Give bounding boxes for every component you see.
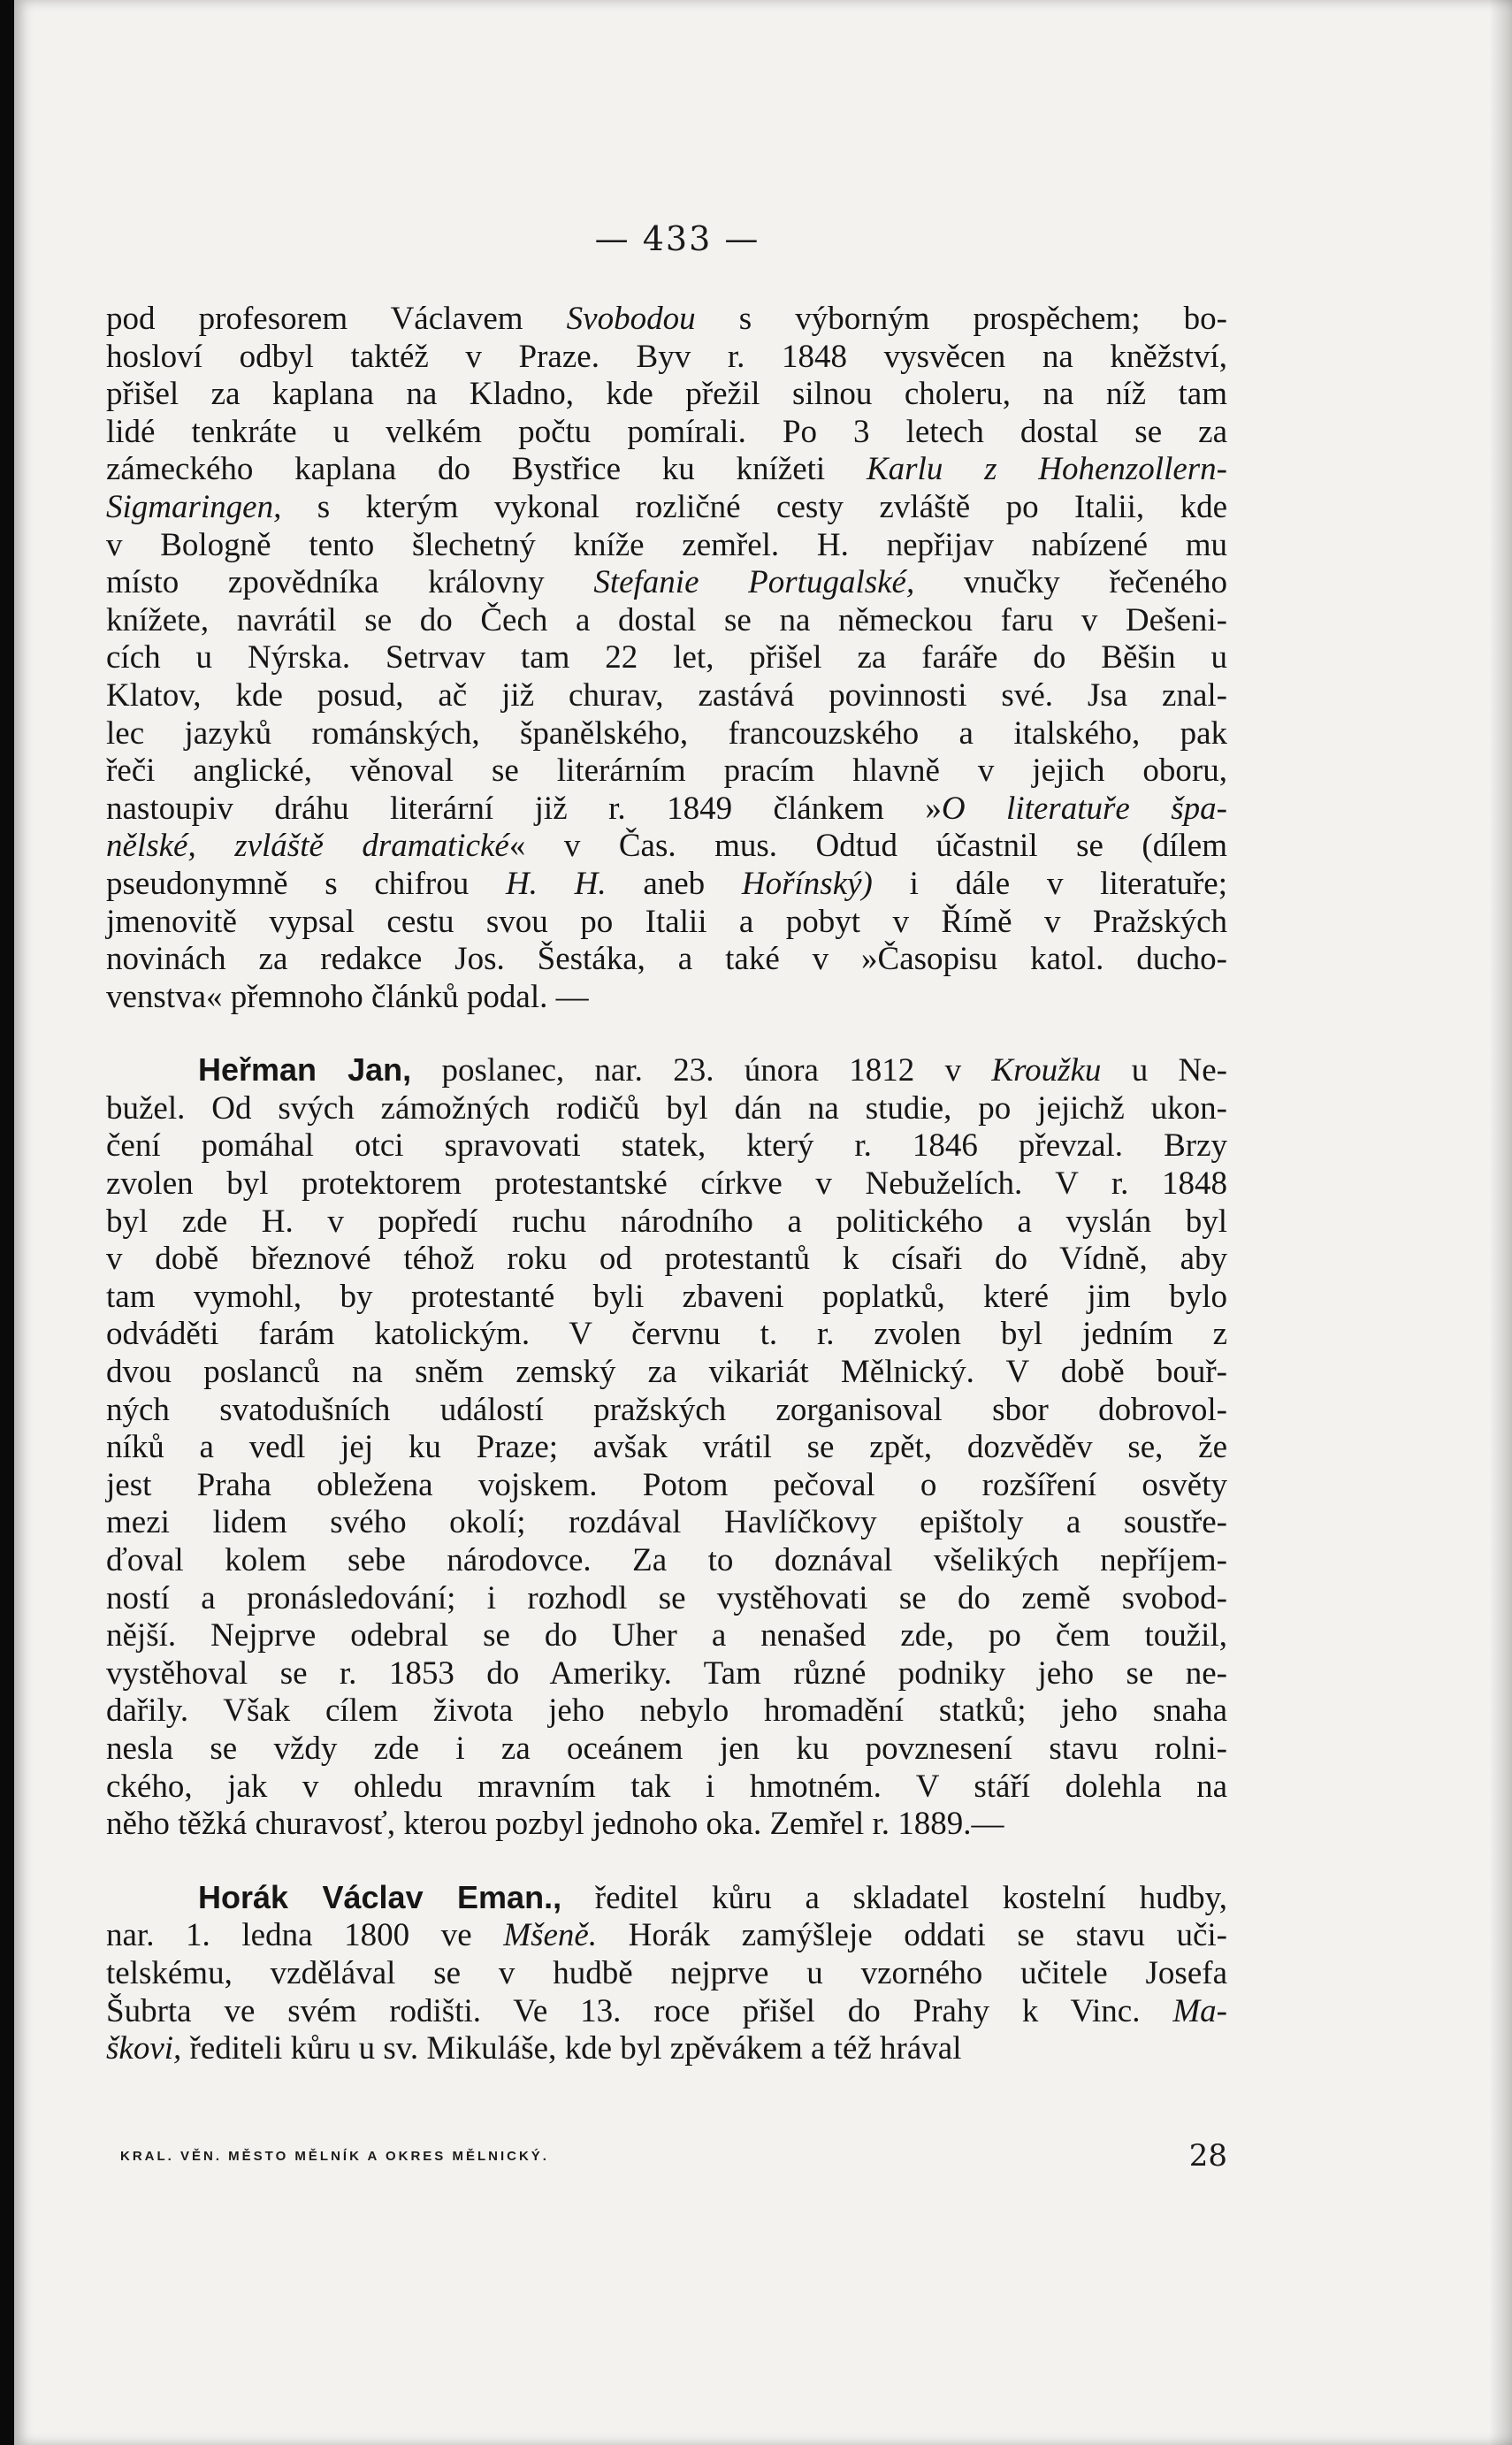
text-line: jest Praha obležena vojskem. Potom pečoval o rozšíření osvěty — [106, 1466, 1227, 1503]
text-line: nar. 1. ledna 1800 ve Mšeně. Horák zamýšleje oddati se stavu uči- — [106, 1917, 1227, 1954]
text-line: v době březnové téhož roku od protestantů k císaři do Vídně, aby — [106, 1241, 1227, 1278]
text-line: hosloví odbyl taktéž v Praze. Byv r. 1848 vysvěcen na kněžství, — [106, 338, 1227, 375]
text-line: vystěhoval se r. 1853 do Ameriky. Tam různé podniky jeho se ne- — [106, 1654, 1227, 1692]
text-line: Horák Václav Eman., ředitel kůru a skladatel kostelní hudby, — [198, 1878, 1228, 1916]
text-line: níků a vedl jej ku Praze; avšak vrátil se zpět, dozvěděv se, že — [106, 1429, 1227, 1466]
text-line: jmenovitě vypsal cestu svou po Italii a pobyt v Římě v Pražských — [106, 903, 1227, 940]
text-line: dvou poslanců na sněm zemský za vikariát Mělnický. V době bouř- — [106, 1354, 1227, 1391]
paragraph-gap — [106, 1016, 1227, 1051]
text-column — [106, 301, 1227, 2068]
text-line: novinách za redakce Jos. Šestáka, a také v »Časopisu katol. ducho- — [106, 941, 1227, 978]
scan-left-border — [0, 0, 14, 2445]
text-line: ďoval kolem sebe národovce. Za to doznával všelikých nepříjem- — [106, 1542, 1227, 1578]
text-line: nější. Nejprve odebral se do Uher a nenašed zde, po čem toužil, — [106, 1617, 1227, 1654]
text-line: v Bologně tento šlechetný kníže zemřel. H. nepřijav nabízené mu — [106, 526, 1227, 563]
text-line: telskému, vzdělával se v hudbě nejprve u vzorného učitele Josefa — [106, 1954, 1227, 1991]
text-line: pod profesorem Václavem Svobodou s výborným prospěchem; bo- — [106, 301, 1227, 337]
paragraph-gap — [106, 1844, 1227, 1879]
text-line: pseudonymně s chifrou H. H. aneb Hořínský) i dále v literatuře; — [106, 865, 1227, 902]
text-line: ností a pronásledování; i rozhodl se vystěhovati se do země svobod- — [106, 1579, 1227, 1616]
text-line: ných svatodušních událostí pražských zorganisoval sbor dobrovol- — [106, 1391, 1227, 1428]
signature-mark: 28 — [1188, 2138, 1227, 2174]
text-line: lidé tenkráte u velkém počtu pomírali. Po 3 letech dostal se za — [106, 413, 1227, 450]
text-line: odváděti farám katolickým. V červnu t. r. zvolen byl jedním z — [106, 1316, 1227, 1353]
text-line: mezi lidem svého okolí; rozdával Havlíčkovy epištoly a soustře- — [106, 1504, 1227, 1541]
text-line: Klatov, kde posud, ač již churav, zastává povinnosti své. Jsa znal- — [106, 676, 1227, 714]
text-line: bužel. Od svých zámožných rodičů byl dán na studie, po jejichž ukon- — [106, 1089, 1227, 1127]
text-line: Šubrta ve svém rodišti. Ve 13. roce přišel do Prahy k Vinc. Ma- — [106, 1992, 1227, 2029]
entry-herman-jan — [106, 1051, 1227, 1843]
text-line: nělské, zvláště dramatické« v Čas. mus. Odtud účastnil se (dílem — [106, 828, 1227, 865]
text-line: Heřman Jan, poslanec, nar. 23. února 1812 v Kroužku u Ne- — [198, 1051, 1227, 1089]
entry-horak-vaclav — [106, 1879, 1227, 2068]
text-line: ckého, jak v ohledu mravním tak i hmotném. V stáří dolehla na — [106, 1768, 1227, 1805]
text-line: místo zpovědníka královny Stefanie Portugalské, vnučky řečeného — [106, 564, 1227, 601]
text-line: přišel za kaplana na Kladno, kde přežil silnou choleru, na níž tam — [106, 376, 1227, 413]
text-line: cích u Nýrska. Setrvav tam 22 let, přišel za faráře do Běšin u — [106, 639, 1227, 676]
text-line: něho těžká churavosť, kterou pozbyl jednoho oka. Zemřel r. 1889.— — [106, 1806, 1004, 1843]
text-line: zámeckého kaplana do Bystřice ku knížeti Karlu z Hohenzollern- — [106, 451, 1227, 488]
book-page — [14, 0, 1512, 2445]
page-number: — 433 — — [594, 219, 760, 258]
text-line: tam vymohl, by protestanté byli zbaveni poplatků, které jim bylo — [106, 1278, 1227, 1315]
text-line: zvolen byl protektorem protestantské církve v Nebuželích. V r. 1848 — [106, 1165, 1227, 1203]
text-line: nesla se vždy zde i za oceánem jen ku povznesení stavu rolni- — [106, 1730, 1227, 1767]
text-line: čení pomáhal otci spravovati statek, který r. 1846 převzal. Brzy — [106, 1127, 1227, 1165]
text-line: Sigmaringen, s kterým vykonal rozličné cesty zvláště po Italii, kde — [106, 488, 1227, 525]
page-footer — [120, 2138, 1227, 2182]
text-line: nastoupiv dráhu literární již r. 1849 článkem »O literatuře špa- — [106, 790, 1227, 827]
paragraph-continuation — [106, 301, 1227, 1016]
text-line: dařily. Však cílem života jeho nebylo hromadění statků; jeho snaha — [106, 1692, 1227, 1730]
text-line: byl zde H. v popředí ruchu národního a politického a vyslán byl — [106, 1203, 1227, 1240]
text-line: řeči anglické, věnoval se literárním pracím hlavně v jejich oboru, — [106, 753, 1227, 790]
printer-imprint: KRAL. VĚN. MĚSTO MĚLNÍK A OKRES MĚLNICKÝ. — [120, 2149, 549, 2164]
text-line: knížete, navrátil se do Čech a dostal se na německou faru v Dešeni- — [106, 601, 1227, 638]
text-line: venstva« přemnoho článků podal. — — [106, 978, 589, 1015]
text-line: škovi, řediteli kůru u sv. Mikuláše, kde byl zpěvákem a též hrával — [106, 2030, 962, 2067]
text-line: lec jazyků románských, španělského, francouzského a italského, pak — [106, 714, 1227, 752]
page-right-edge-shadow — [1489, 0, 1512, 2445]
